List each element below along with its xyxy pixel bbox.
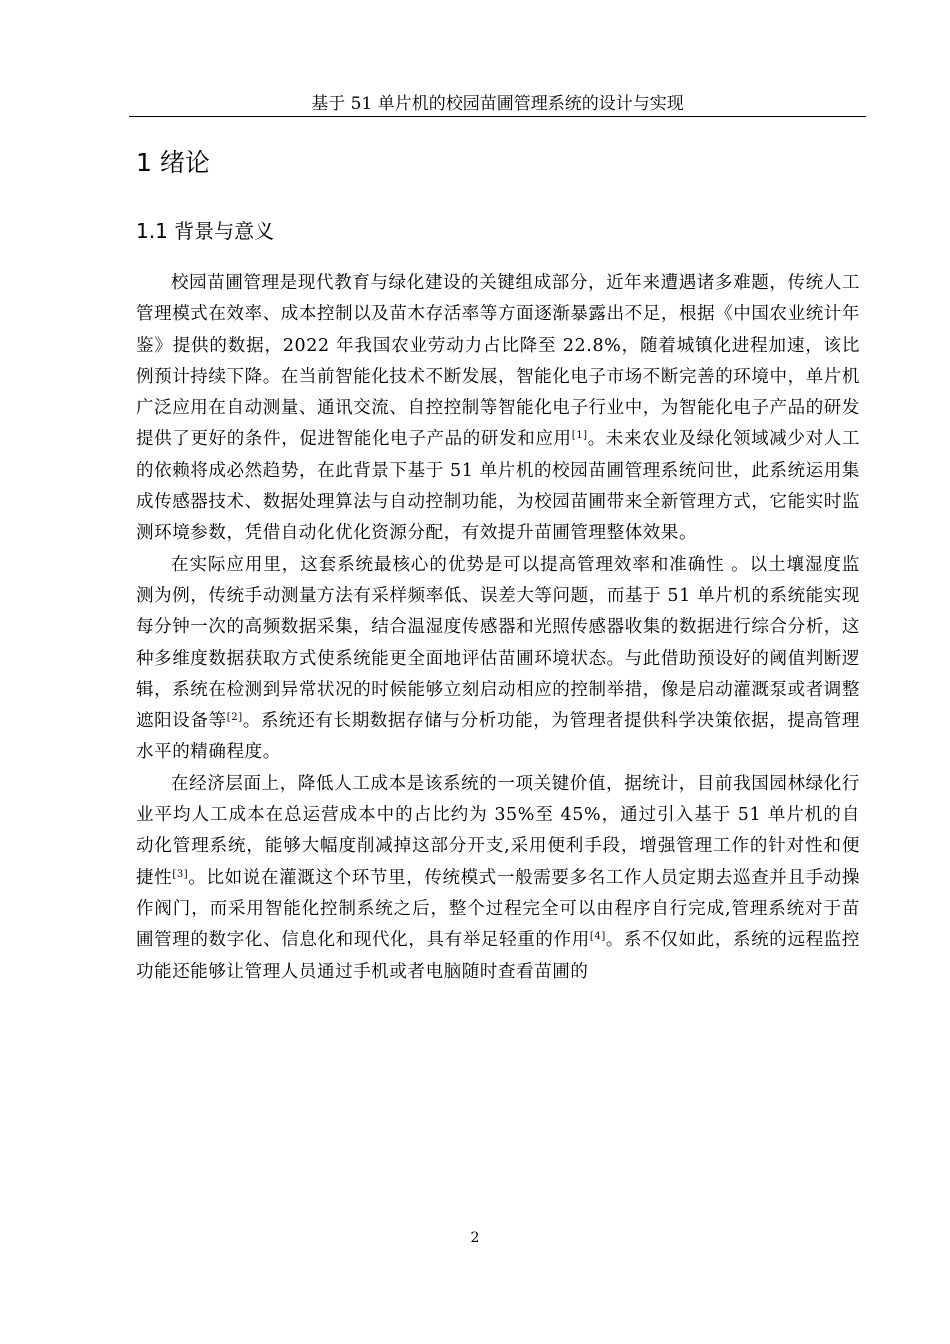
page-number: 2 <box>470 1230 480 1246</box>
paragraph-2-text-a: 在实际应用里，这套系统最核心的优势是可以提高管理效率和准确性 。以土壤湿度监测为例，传统手动测量方法有采样频率低、误差大等问题，而基于 51 单片机的系统能实现每分钟一次的高频数据采集，结合温湿度传感器和光照传感器收集的数据进行综合分析，这种多维度数据获取方式使系统能更全面地评估苗圃环境状态。与此借助预设好的阈值判断逻辑，系统在检测到异常状况的时候能够立刻启动相应的控制举措，像是启动灌溉泵或者调整遮阳设备等 <box>136 554 860 732</box>
paragraph-3-text-c: 。系不仅如此，系统的远程监控功能还能够让管理人员通过手机或者电脑随时查看苗圃的 <box>136 930 861 982</box>
citation-2: [2] <box>226 712 243 724</box>
paragraph-2-text-b: 。系统还有长期数据存储与分析功能，为管理者提供科学决策依据，提高管理水平的精确程度。 <box>136 711 860 763</box>
section-heading: 1.1 背景与意义 <box>136 219 275 243</box>
citation-3: [3] <box>172 868 189 880</box>
running-header: 基于 51 单片机的校园苗圃管理系统的设计与实现 <box>311 94 684 114</box>
citation-1: [1] <box>571 430 588 442</box>
paragraph-1-text-b: 。未来农业及绿化领域减少对人工的依赖将成必然趋势，在此背景下基于 51 单片机的校园苗圃管理系统问世，此系统运用集成传感器技术、数据处理算法与自动控制功能，为校园苗圃带来全新管理方式，它能实时监测环境参数，凭借自动化优化资源分配，有效提升苗圃管理整体效果。 <box>136 429 861 544</box>
body-text <box>136 268 860 988</box>
chapter-heading: 1 绪论 <box>136 148 210 177</box>
header-divider <box>129 116 866 117</box>
paragraph-1-text-a: 校园苗圃管理是现代教育与绿化建设的关键组成部分，近年来遭遇诸多难题，传统人工管理模式在效率、成本控制以及苗木存活率等方面逐渐暴露出不足，根据《中国农业统计年鉴》提供的数据，2022 年我国农业劳动力占比降至 22.8%，随着城镇化进程加速，该比例预计持续下降。在当前智能化技术不断发展，智能化电子市场不断完善的环境中，单片机广泛应用在自动测量、通讯交流、自控控制等智能化电子行业中，为智能化电子产品的研发提供了更好的条件，促进智能化电子产品的研发和应用 <box>136 273 860 450</box>
paragraph-3-text-b: 。比如说在灌溉这个环节里，传统模式一般需要多名工作人员定期去巡查并且手动操作阀门，而采用智能化控制系统之后，整个过程完全可以由程序自行完成,管理系统对于苗圃管理的数字化、信息化和现代化，具有举足轻重的作用 <box>136 867 860 951</box>
paragraph-1 <box>136 268 860 550</box>
paragraph-3-text-a: 在经济层面上，降低人工成本是该系统的一项关键价值，据统计，目前我国园林绿化行业平均人工成本在总运营成本中的占比约为 35%至 45%，通过引入基于 51 单片机的自动化管理系统，能够大幅度削减掉这部分开支,采用便利手段，增强管理工作的针对性和便捷性 <box>136 773 860 888</box>
citation-4: [4] <box>589 931 606 943</box>
paragraph-2 <box>136 550 860 769</box>
paragraph-3 <box>136 769 860 988</box>
